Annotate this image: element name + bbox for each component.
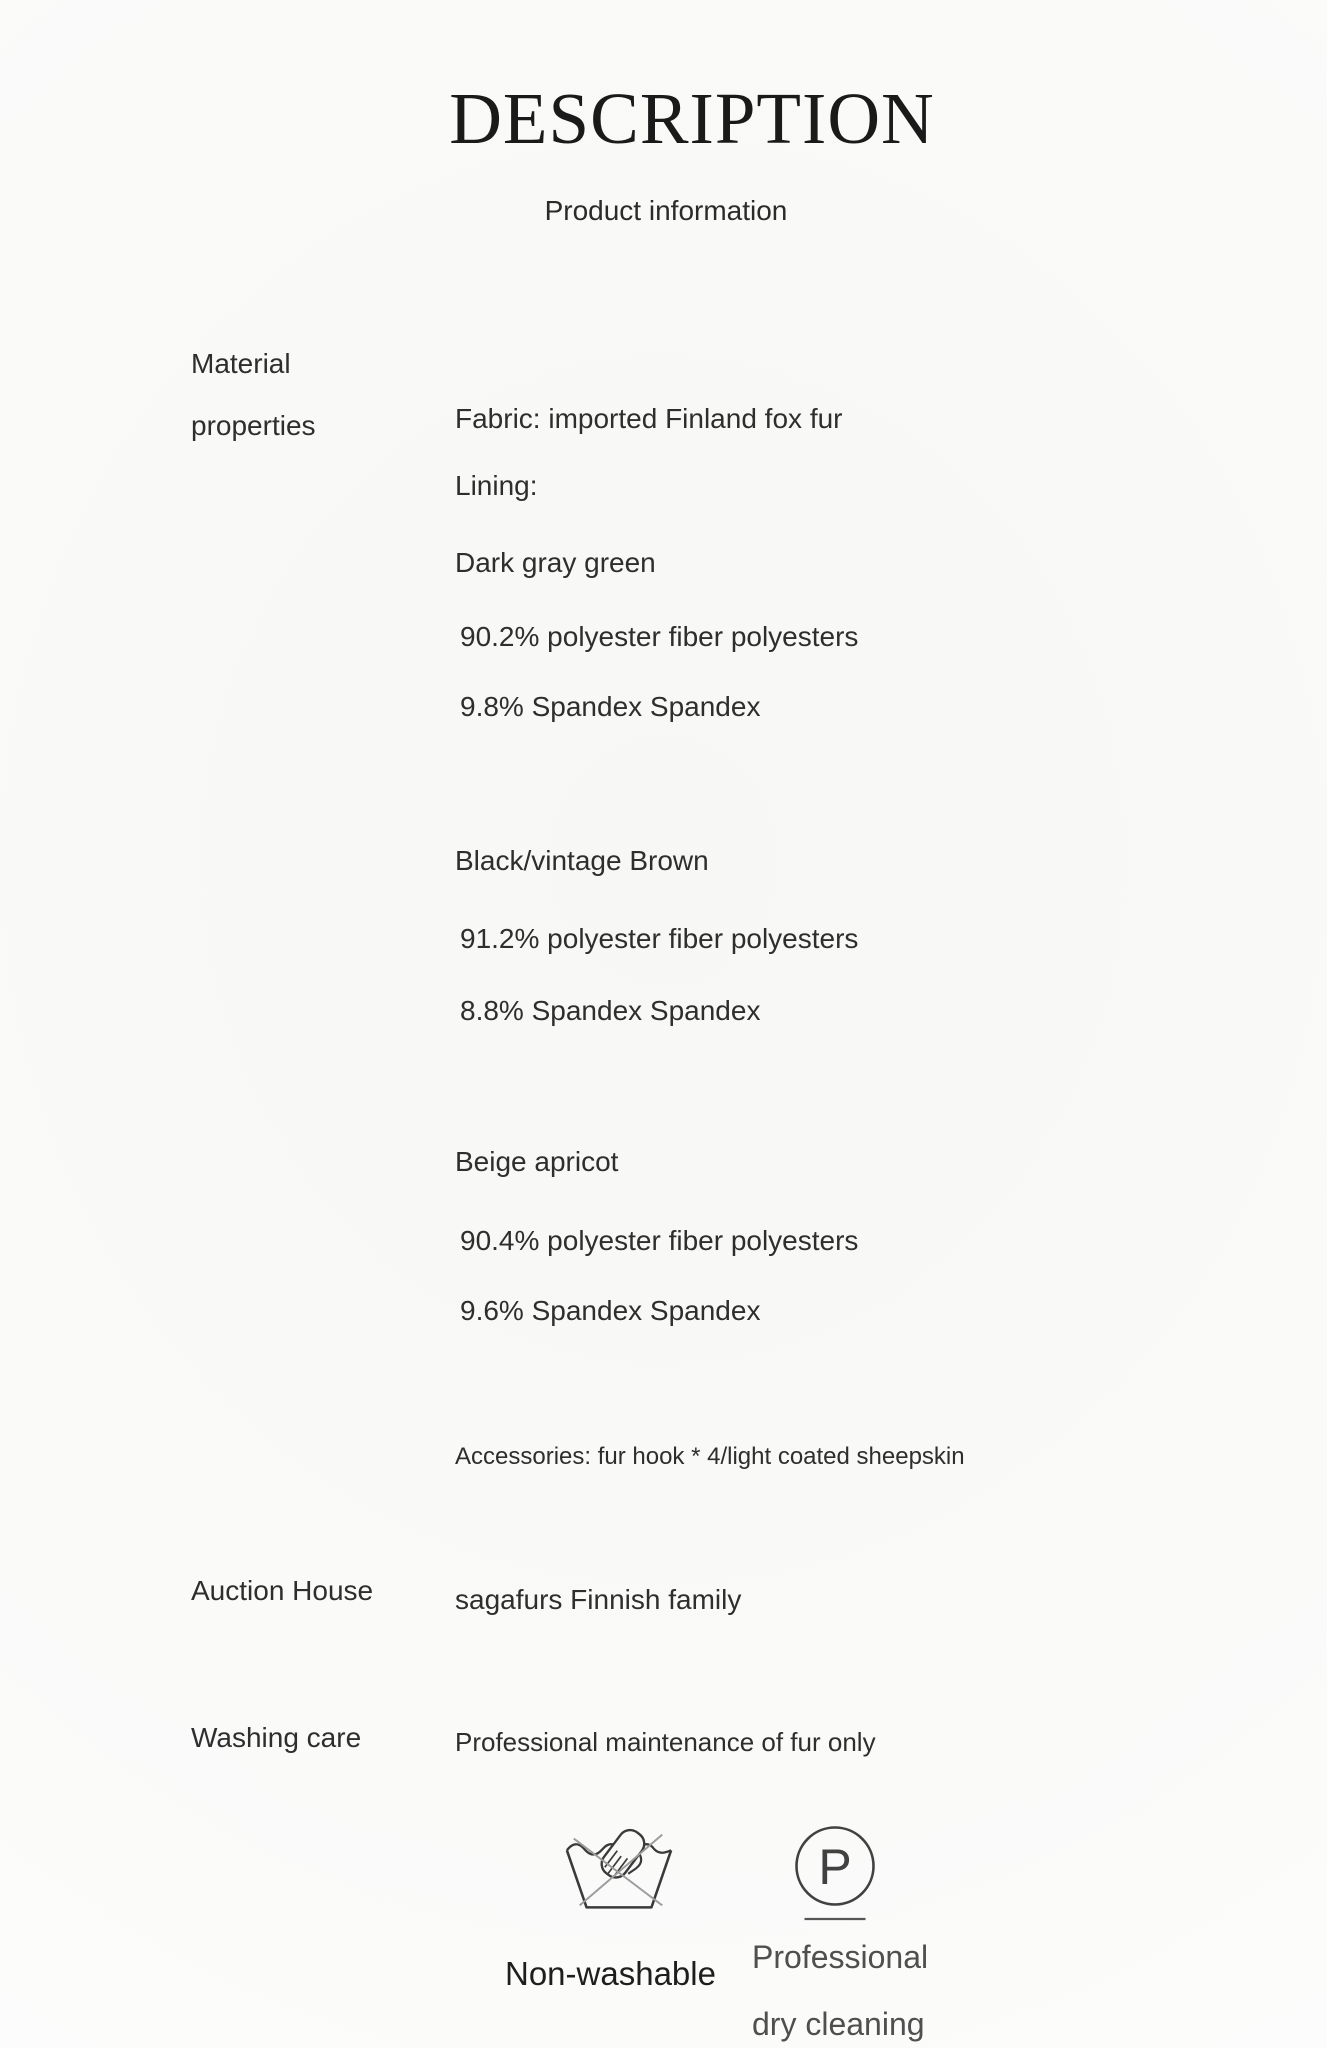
colorway-composition: 91.2% polyester fiber polyesters [460,923,859,954]
professional-dry-cleaning-icon [790,1824,880,1928]
material-label-line1: Material [191,348,291,379]
non-washable-caption: Non-washable [505,1955,716,1992]
auction-house-label: Auction House [191,1575,374,1606]
colorway-composition: 8.8% Spandex Spandex [460,995,761,1026]
auction-house-value: sagafurs Finnish family [455,1584,742,1615]
colorway-composition: 9.6% Spandex Spandex [460,1295,761,1326]
colorway-name: Black/vintage Brown [455,845,709,876]
dry-cleaning-caption-line2: dry cleaning [752,2006,925,2042]
colorway-composition: 9.8% Spandex Spandex [460,691,761,722]
dry-clean-letter: P [818,1839,852,1895]
non-washable-icon [560,1820,678,1920]
washing-care-value: Professional maintenance of fur only [455,1727,876,1757]
accessories-line: Accessories: fur hook * 4/light coated sheepskin [455,1443,965,1470]
page-subtitle: Product information [544,195,788,226]
page-title: DESCRIPTION [449,78,935,159]
dry-cleaning-caption-line1: Professional [752,1939,929,1975]
colorway-name: Dark gray green [455,547,656,578]
fabric-line: Fabric: imported Finland fox fur [455,403,843,434]
colorway-name: Beige apricot [455,1146,619,1177]
material-label-line2: properties [191,410,316,441]
colorway-composition: 90.2% polyester fiber polyesters [460,621,859,652]
washing-care-label: Washing care [191,1722,362,1753]
colorway-composition: 90.4% polyester fiber polyesters [460,1225,859,1256]
lining-heading: Lining: [455,470,538,501]
